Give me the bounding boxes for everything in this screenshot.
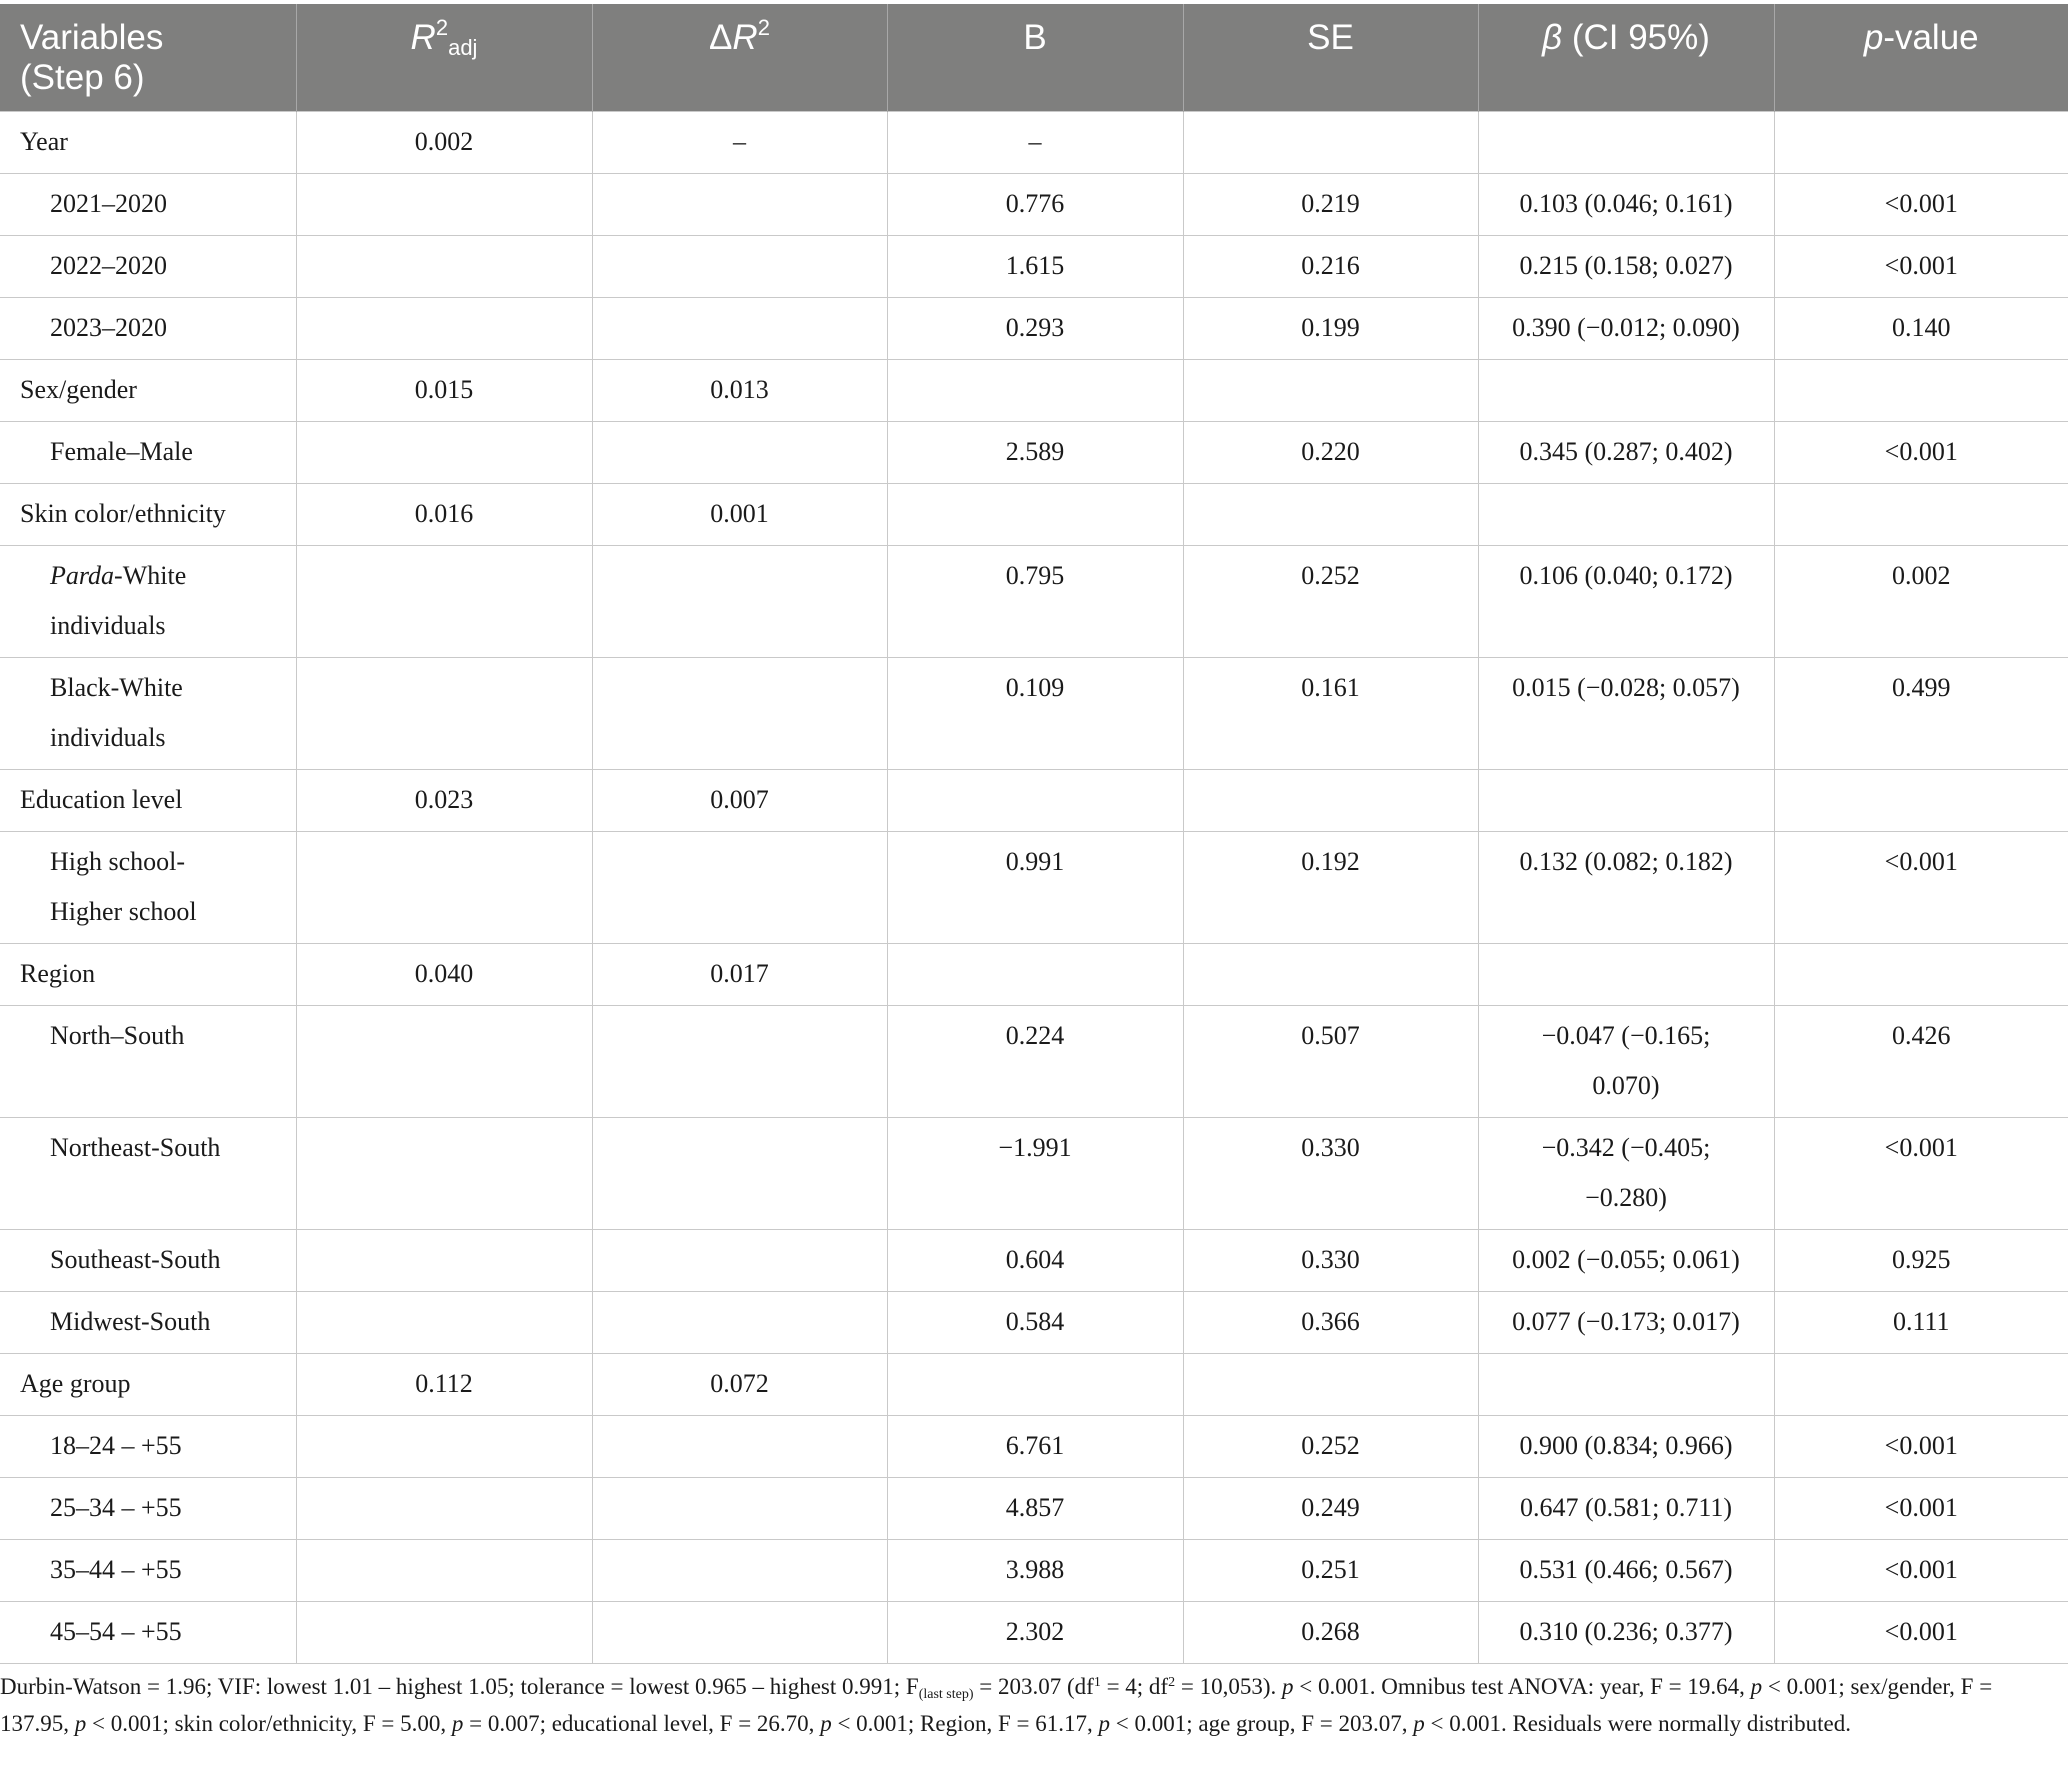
table-row	[0, 359, 2068, 421]
header-r2-adj: $R^2_{adj}$	[296, 4, 592, 111]
cell-se: 0.366	[1183, 1291, 1478, 1353]
cell-delta-r2	[592, 1117, 887, 1229]
header-delta-r2: $\Delta R^2$	[592, 4, 887, 111]
cell-p-value: <0.001	[1774, 1539, 2068, 1601]
table-header	[0, 4, 2068, 111]
table-row	[0, 1539, 2068, 1601]
row-label: 45–54 – +55	[0, 1601, 296, 1663]
table-body	[0, 111, 2068, 1663]
row-label: 2021–2020	[0, 173, 296, 235]
cell-r2-adj	[296, 545, 592, 657]
header-beta-ci: β (CI 95%)	[1478, 4, 1774, 111]
cell-p-value: 0.140	[1774, 297, 2068, 359]
header-se: SE	[1183, 4, 1478, 111]
cell-se: 0.252	[1183, 1415, 1478, 1477]
cell-b: 4.857	[887, 1477, 1183, 1539]
cell-se	[1183, 483, 1478, 545]
cell-b: −1.991	[887, 1117, 1183, 1229]
cell-p-value	[1774, 769, 2068, 831]
row-label: High school- Higher school	[0, 831, 296, 943]
cell-p-value	[1774, 943, 2068, 1005]
table-row	[0, 657, 2068, 769]
cell-b: –	[887, 111, 1183, 173]
cell-se: 0.219	[1183, 173, 1478, 235]
cell-delta-r2	[592, 657, 887, 769]
cell-r2-adj	[296, 1229, 592, 1291]
cell-se: 0.216	[1183, 235, 1478, 297]
cell-b: 0.293	[887, 297, 1183, 359]
cell-delta-r2	[592, 1539, 887, 1601]
cell-p-value: <0.001	[1774, 1415, 2068, 1477]
header-p-value: p-value	[1774, 4, 2068, 111]
cell-beta-ci: 0.531 (0.466; 0.567)	[1478, 1539, 1774, 1601]
cell-se: 0.220	[1183, 421, 1478, 483]
cell-beta-ci: 0.002 (−0.055; 0.061)	[1478, 1229, 1774, 1291]
cell-beta-ci	[1478, 483, 1774, 545]
cell-beta-ci: 0.345 (0.287; 0.402)	[1478, 421, 1774, 483]
cell-b: 6.761	[887, 1415, 1183, 1477]
cell-beta-ci: −0.047 (−0.165; 0.070)	[1478, 1005, 1774, 1117]
cell-p-value: 0.925	[1774, 1229, 2068, 1291]
row-label: North–South	[0, 1005, 296, 1117]
cell-p-value: 0.499	[1774, 657, 2068, 769]
cell-se: 0.249	[1183, 1477, 1478, 1539]
cell-b: 0.776	[887, 173, 1183, 235]
cell-r2-adj: 0.023	[296, 769, 592, 831]
cell-r2-adj: 0.016	[296, 483, 592, 545]
cell-delta-r2	[592, 1229, 887, 1291]
cell-delta-r2: 0.001	[592, 483, 887, 545]
regression-table	[0, 4, 2068, 1664]
table-row	[0, 1415, 2068, 1477]
cell-se: 0.161	[1183, 657, 1478, 769]
cell-se	[1183, 1353, 1478, 1415]
cell-r2-adj	[296, 657, 592, 769]
cell-p-value: <0.001	[1774, 831, 2068, 943]
cell-beta-ci: 0.132 (0.082; 0.182)	[1478, 831, 1774, 943]
cell-p-value: <0.001	[1774, 173, 2068, 235]
cell-beta-ci: 0.647 (0.581; 0.711)	[1478, 1477, 1774, 1539]
cell-delta-r2	[592, 421, 887, 483]
cell-b: 0.109	[887, 657, 1183, 769]
cell-beta-ci: 0.106 (0.040; 0.172)	[1478, 545, 1774, 657]
table-row	[0, 483, 2068, 545]
row-label: Southeast-South	[0, 1229, 296, 1291]
cell-beta-ci: −0.342 (−0.405; −0.280)	[1478, 1117, 1774, 1229]
cell-r2-adj	[296, 173, 592, 235]
cell-se: 0.507	[1183, 1005, 1478, 1117]
cell-b: 0.795	[887, 545, 1183, 657]
cell-r2-adj	[296, 297, 592, 359]
cell-b: 0.991	[887, 831, 1183, 943]
cell-r2-adj	[296, 1477, 592, 1539]
cell-delta-r2	[592, 831, 887, 943]
cell-delta-r2	[592, 235, 887, 297]
cell-beta-ci: 0.015 (−0.028; 0.057)	[1478, 657, 1774, 769]
cell-r2-adj: 0.112	[296, 1353, 592, 1415]
cell-b	[887, 1353, 1183, 1415]
table-row	[0, 545, 2068, 657]
header-b: B	[887, 4, 1183, 111]
row-label: Black-White individuals	[0, 657, 296, 769]
cell-se: 0.330	[1183, 1117, 1478, 1229]
cell-b: 0.224	[887, 1005, 1183, 1117]
cell-r2-adj: 0.002	[296, 111, 592, 173]
cell-beta-ci	[1478, 111, 1774, 173]
cell-delta-r2	[592, 1005, 887, 1117]
cell-b: 2.302	[887, 1601, 1183, 1663]
table-row	[0, 235, 2068, 297]
cell-b	[887, 769, 1183, 831]
cell-p-value: 0.002	[1774, 545, 2068, 657]
cell-beta-ci: 0.310 (0.236; 0.377)	[1478, 1601, 1774, 1663]
cell-delta-r2: –	[592, 111, 887, 173]
cell-p-value	[1774, 359, 2068, 421]
row-label: 25–34 – +55	[0, 1477, 296, 1539]
row-label: Region	[0, 943, 296, 1005]
table-row	[0, 943, 2068, 1005]
cell-p-value: <0.001	[1774, 1477, 2068, 1539]
cell-b	[887, 359, 1183, 421]
cell-p-value: <0.001	[1774, 421, 2068, 483]
row-label: Age group	[0, 1353, 296, 1415]
cell-se: 0.252	[1183, 545, 1478, 657]
cell-beta-ci	[1478, 1353, 1774, 1415]
row-label: 2022–2020	[0, 235, 296, 297]
table-row	[0, 1229, 2068, 1291]
table-row	[0, 831, 2068, 943]
cell-r2-adj	[296, 1415, 592, 1477]
cell-p-value	[1774, 111, 2068, 173]
header-variables: Variables (Step 6)	[0, 4, 296, 111]
table-row	[0, 297, 2068, 359]
cell-beta-ci	[1478, 943, 1774, 1005]
cell-p-value: <0.001	[1774, 1117, 2068, 1229]
cell-p-value: 0.426	[1774, 1005, 2068, 1117]
cell-delta-r2: 0.017	[592, 943, 887, 1005]
table-row	[0, 1291, 2068, 1353]
cell-beta-ci: 0.215 (0.158; 0.027)	[1478, 235, 1774, 297]
cell-b: 2.589	[887, 421, 1183, 483]
cell-beta-ci	[1478, 359, 1774, 421]
cell-delta-r2	[592, 545, 887, 657]
cell-se	[1183, 359, 1478, 421]
cell-r2-adj	[296, 831, 592, 943]
cell-delta-r2	[592, 1477, 887, 1539]
cell-r2-adj	[296, 1117, 592, 1229]
cell-p-value: <0.001	[1774, 1601, 2068, 1663]
table-row	[0, 1353, 2068, 1415]
table-row	[0, 421, 2068, 483]
table-row	[0, 1601, 2068, 1663]
cell-delta-r2: 0.072	[592, 1353, 887, 1415]
cell-se: 0.330	[1183, 1229, 1478, 1291]
cell-delta-r2: 0.013	[592, 359, 887, 421]
row-label: Skin color/ethnicity	[0, 483, 296, 545]
cell-b: 0.604	[887, 1229, 1183, 1291]
cell-se: 0.199	[1183, 297, 1478, 359]
cell-beta-ci: 0.900 (0.834; 0.966)	[1478, 1415, 1774, 1477]
cell-delta-r2: 0.007	[592, 769, 887, 831]
table-row	[0, 173, 2068, 235]
cell-se	[1183, 943, 1478, 1005]
table-footnote: Durbin-Watson = 1.96; VIF: lowest 1.01 – highest 1.05; tolerance = lowest 0.965 – highest 0.991; $F_{(last step)} = 203.07$ ($df^1 = 4$; $df^2 = 10,053$). p < 0.001. Omnibus test ANOVA: year, F = 19.64, p < 0.001; sex/gender, F = 137.95, p < 0.001; skin color/ethnicity, F = 5.00, p = 0.007; educational level, F = 26.70, p < 0.001; Region, F = 61.17, p < 0.001; age group, F = 203.07, p < 0.001. Residuals were normally distributed.	[0, 1674, 1993, 1736]
table-row	[0, 111, 2068, 173]
table-row	[0, 1117, 2068, 1229]
row-label: Northeast-South	[0, 1117, 296, 1229]
row-label: Education level	[0, 769, 296, 831]
cell-se: 0.251	[1183, 1539, 1478, 1601]
cell-r2-adj	[296, 235, 592, 297]
row-label: Year	[0, 111, 296, 173]
cell-delta-r2	[592, 173, 887, 235]
cell-r2-adj	[296, 1539, 592, 1601]
cell-b: 3.988	[887, 1539, 1183, 1601]
row-label: Female–Male	[0, 421, 296, 483]
header-row	[0, 4, 2068, 111]
cell-r2-adj	[296, 1601, 592, 1663]
cell-delta-r2	[592, 297, 887, 359]
row-label: Sex/gender	[0, 359, 296, 421]
cell-delta-r2	[592, 1415, 887, 1477]
table-row	[0, 1477, 2068, 1539]
cell-b: 1.615	[887, 235, 1183, 297]
cell-r2-adj	[296, 1005, 592, 1117]
cell-p-value	[1774, 483, 2068, 545]
row-label: Midwest-South	[0, 1291, 296, 1353]
table-row	[0, 769, 2068, 831]
cell-b	[887, 943, 1183, 1005]
row-label: Parda-White individuals	[0, 545, 296, 657]
cell-r2-adj	[296, 421, 592, 483]
cell-r2-adj: 0.040	[296, 943, 592, 1005]
cell-delta-r2	[592, 1601, 887, 1663]
cell-p-value: <0.001	[1774, 235, 2068, 297]
cell-se	[1183, 111, 1478, 173]
row-label: 2023–2020	[0, 297, 296, 359]
cell-p-value	[1774, 1353, 2068, 1415]
cell-se: 0.192	[1183, 831, 1478, 943]
cell-se: 0.268	[1183, 1601, 1478, 1663]
cell-beta-ci	[1478, 769, 1774, 831]
cell-beta-ci: 0.390 (−0.012; 0.090)	[1478, 297, 1774, 359]
cell-b	[887, 483, 1183, 545]
cell-r2-adj	[296, 1291, 592, 1353]
cell-beta-ci: 0.103 (0.046; 0.161)	[1478, 173, 1774, 235]
cell-b: 0.584	[887, 1291, 1183, 1353]
row-label: 35–44 – +55	[0, 1539, 296, 1601]
cell-se	[1183, 769, 1478, 831]
cell-beta-ci: 0.077 (−0.173; 0.017)	[1478, 1291, 1774, 1353]
cell-r2-adj: 0.015	[296, 359, 592, 421]
cell-delta-r2	[592, 1291, 887, 1353]
row-label: 18–24 – +55	[0, 1415, 296, 1477]
table-row	[0, 1005, 2068, 1117]
cell-p-value: 0.111	[1774, 1291, 2068, 1353]
